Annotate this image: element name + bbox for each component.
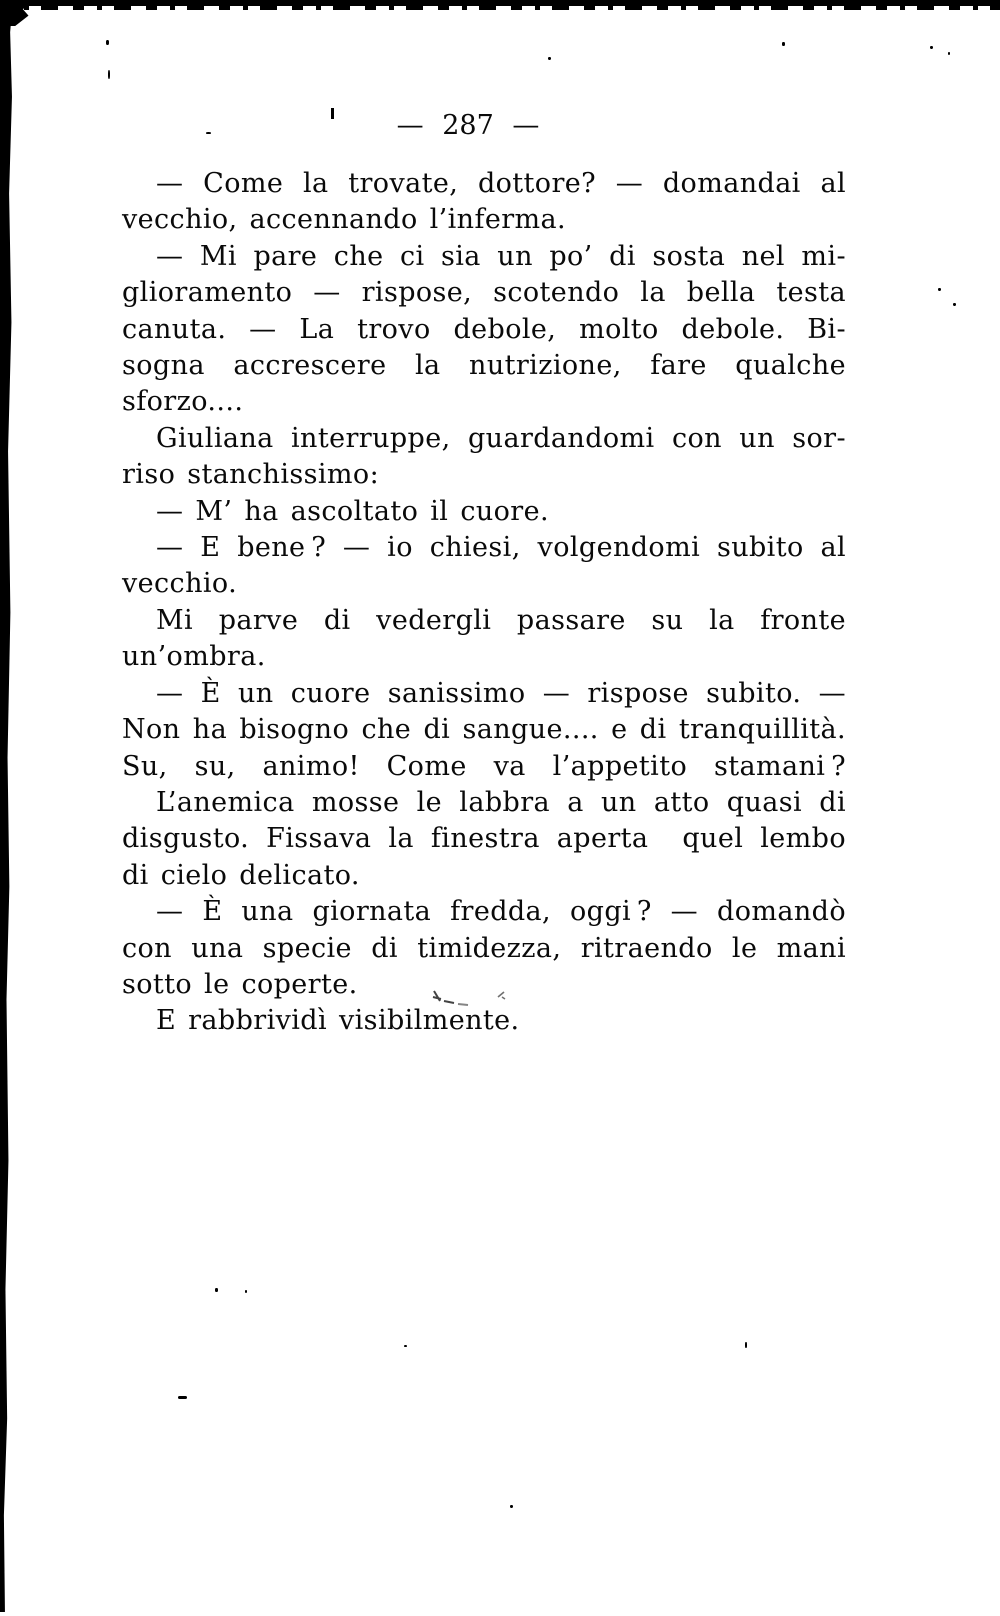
text-line: L’anemica mosse le labbra a un atto quasi di: [156, 786, 846, 818]
scan-speck: [782, 42, 785, 46]
scan-binding-bar: [0, 0, 13, 1612]
text-line: — È un cuore sanissimo — rispose subito. —: [156, 677, 846, 709]
scan-speck: [178, 1396, 187, 1399]
text-line: — E bene ? — io chiesi, volgendomi subito al: [156, 532, 846, 564]
text-line: sogna accrescere la nutrizione, fare qualche: [122, 350, 846, 382]
scan-speck: [404, 1345, 407, 1347]
scan-speck: [215, 1288, 218, 1292]
page-number: — 287 —: [396, 110, 540, 141]
scan-speck: [948, 52, 950, 55]
text-line: Mi parve di vedergli passare su la fronte: [156, 604, 846, 636]
text-line: vecchio.: [122, 568, 238, 600]
text-line: canuta. — La trovo debole, molto debole. Bi-: [122, 313, 846, 345]
text-line: con una specie di timidezza, ritraendo le mani: [122, 932, 846, 964]
scan-speck: [938, 288, 941, 291]
text-line: vecchio, accennando l’inferma.: [122, 204, 567, 236]
scan-speck: [510, 1505, 513, 1508]
text-line: Non ha bisogno che di sangue.... e di tranquillità.: [122, 714, 846, 746]
scan-speck: [108, 70, 110, 79]
text-line: Giuliana interruppe, guardandomi con un sor-: [156, 422, 846, 454]
text-line: sotto le coperte.: [122, 968, 358, 1000]
scan-top-edge-ragged: [0, 6, 1000, 10]
text-line: riso stanchissimo:: [122, 459, 380, 491]
scan-speck: [548, 57, 551, 60]
scan-speck: [245, 1290, 247, 1293]
scan-speck: [930, 46, 933, 49]
text-line: — M’ ha ascoltato il cuore.: [156, 495, 549, 527]
text-line: — Come la trovate, dottore? — domandai al: [156, 168, 846, 199]
text-line: di cielo delicato.: [122, 859, 360, 891]
text-line: un’ombra.: [122, 641, 266, 673]
scan-speck: [953, 303, 956, 306]
text-line: sforzo....: [122, 386, 244, 418]
scan-speck: [745, 1342, 747, 1348]
text-line: — È una giornata fredda, oggi ? — domandò: [156, 896, 846, 928]
text-line: disgusto. Fissava la finestra aperta quel lembo: [122, 823, 846, 855]
text-line: Su, su, animo! Come va l’appetito stamani ?: [122, 750, 846, 782]
scan-speck: [106, 40, 109, 45]
text-line: — Mi pare che ci sia un po’ di sosta nel mi-: [156, 240, 846, 272]
text-block: [122, 166, 846, 1040]
text-line: E rabbrividì visibilmente.: [156, 1005, 520, 1037]
text-line: glioramento — rispose, scotendo la bella testa: [122, 277, 846, 309]
